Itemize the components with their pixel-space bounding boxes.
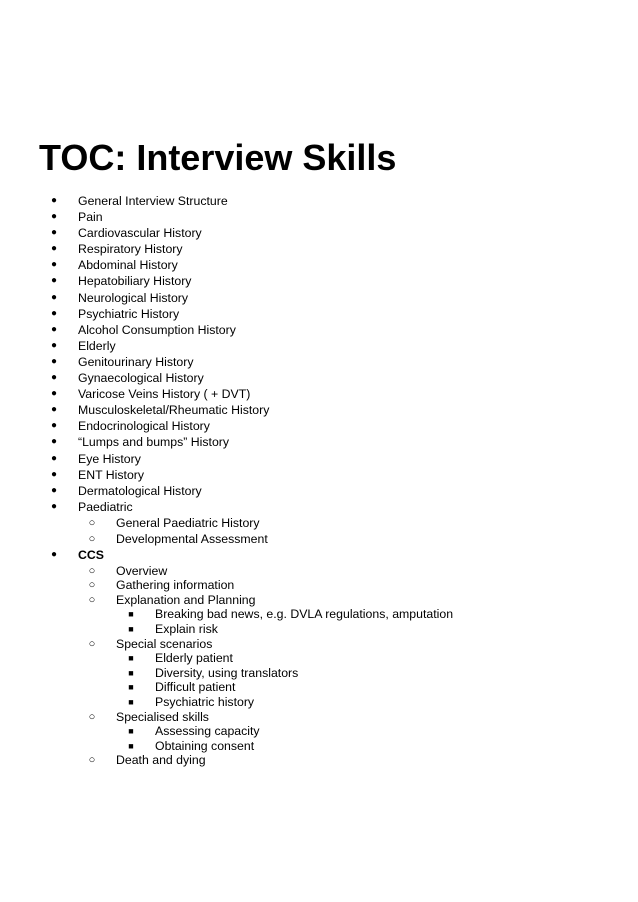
list-item-label: Genitourinary History [78, 354, 194, 369]
bullet-circle-icon: ○ [88, 593, 96, 606]
list-item-label: “Lumps and bumps” History [78, 435, 230, 450]
list-item [0, 370, 638, 386]
bullet-disc-icon: ● [50, 291, 58, 303]
list-item-label: Psychiatric history [155, 694, 255, 709]
list-item [0, 578, 638, 593]
bullet-circle-icon: ○ [88, 516, 96, 529]
list-item-label: ENT History [78, 467, 145, 482]
list-item [0, 680, 638, 695]
bullet-square-icon: ■ [128, 667, 134, 678]
list-item [0, 273, 638, 289]
bullet-square-icon: ■ [128, 682, 134, 693]
bullet-disc-icon: ● [50, 243, 58, 255]
bullet-disc-icon: ● [50, 549, 58, 561]
list-item [0, 241, 638, 257]
list-item [0, 418, 638, 434]
list-item-label: Gathering information [116, 578, 235, 593]
list-item [0, 193, 638, 209]
bullet-disc-icon: ● [50, 420, 58, 432]
bullet-disc-icon: ● [50, 195, 58, 206]
list-item-label: Gynaecological History [78, 371, 204, 386]
list-item-label: CCS [78, 548, 104, 563]
list-item [0, 710, 638, 725]
bullet-disc-icon: ● [50, 452, 58, 464]
page-title: TOC: Interview Skills [39, 137, 397, 178]
list-item-label: Musculoskeletal/Rheumatic History [78, 403, 270, 418]
bullet-square-icon: ■ [128, 623, 134, 634]
bullet-disc-icon: ● [50, 323, 58, 335]
bullet-disc-icon: ● [50, 436, 58, 448]
list-item [0, 695, 638, 710]
list-item [0, 666, 638, 681]
list-item [0, 531, 638, 547]
list-item [0, 515, 638, 531]
list-item-label: Elderly [78, 338, 116, 353]
bullet-square-icon: ■ [128, 696, 134, 707]
bullet-disc-icon: ● [50, 500, 58, 512]
table-of-contents [0, 193, 638, 768]
bullet-circle-icon: ○ [88, 532, 96, 545]
list-item [0, 338, 638, 354]
list-item [0, 753, 638, 768]
list-item [0, 209, 638, 225]
bullet-disc-icon: ● [50, 211, 58, 223]
list-item [0, 290, 638, 306]
bullet-disc-icon: ● [50, 484, 58, 496]
list-item-label: Eye History [78, 451, 141, 466]
list-item [0, 651, 638, 666]
list-item-label: Diversity, using translators [155, 665, 299, 680]
list-item-label: Psychiatric History [78, 306, 180, 321]
list-item [0, 547, 638, 564]
list-item-label: Dermatological History [78, 483, 202, 498]
list-item-label: Alcohol Consumption History [78, 322, 236, 337]
list-item [0, 607, 638, 622]
list-item-label: Varicose Veins History ( + DVT) [78, 387, 251, 402]
bullet-circle-icon: ○ [88, 579, 96, 592]
bullet-circle-icon: ○ [88, 754, 96, 767]
list-item [0, 451, 638, 467]
bullet-square-icon: ■ [128, 653, 134, 664]
list-item [0, 739, 638, 754]
list-item [0, 637, 638, 652]
list-item-label: General Paediatric History [116, 515, 260, 530]
list-item [0, 434, 638, 450]
list-item [0, 225, 638, 241]
list-item [0, 622, 638, 637]
list-item [0, 564, 638, 579]
list-item-label: Difficult patient [155, 680, 236, 695]
bullet-disc-icon: ● [50, 468, 58, 480]
list-item-label: Assessing capacity [155, 724, 260, 739]
list-item [0, 402, 638, 418]
bullet-disc-icon: ● [50, 404, 58, 416]
list-item [0, 499, 638, 515]
bullet-disc-icon: ● [50, 339, 58, 351]
list-item [0, 593, 638, 608]
list-item [0, 306, 638, 322]
bullet-disc-icon: ● [50, 227, 58, 239]
list-item [0, 257, 638, 273]
list-item-label: Neurological History [78, 290, 189, 305]
list-item-label: Overview [116, 563, 168, 578]
bullet-square-icon: ■ [128, 726, 134, 737]
list-item [0, 467, 638, 483]
list-item-label: General Interview Structure [78, 194, 228, 208]
bullet-circle-icon: ○ [88, 710, 96, 723]
list-item [0, 483, 638, 499]
list-item-label: Hepatobiliary History [78, 274, 192, 289]
list-item-label: Elderly patient [155, 651, 233, 666]
bullet-disc-icon: ● [50, 355, 58, 367]
list-item-label: Explain risk [155, 621, 218, 636]
list-item [0, 322, 638, 338]
list-item-label: Explanation and Planning [116, 592, 256, 607]
list-item-label: Developmental Assessment [116, 531, 268, 546]
bullet-disc-icon: ● [50, 259, 58, 271]
list-item-label: Breaking bad news, e.g. DVLA regulations, amputation [155, 607, 454, 622]
bullet-square-icon: ■ [128, 609, 134, 620]
list-item-label: Respiratory History [78, 242, 183, 257]
list-item [0, 724, 638, 739]
bullet-disc-icon: ● [50, 388, 58, 400]
list-item-label: Death and dying [116, 753, 206, 768]
list-item-label: Specialised skills [116, 709, 209, 724]
bullet-square-icon: ■ [128, 740, 134, 751]
bullet-disc-icon: ● [50, 372, 58, 384]
list-item-label: Obtaining consent [155, 738, 255, 753]
bullet-circle-icon: ○ [88, 564, 96, 577]
list-item-label: Paediatric [78, 499, 133, 514]
bullet-disc-icon: ● [50, 307, 58, 319]
list-item [0, 386, 638, 402]
list-item-label: Special scenarios [116, 636, 213, 651]
list-item-label: Abdominal History [78, 258, 178, 273]
list-item-label: Endocrinological History [78, 419, 210, 434]
list-item-label: Cardiovascular History [78, 226, 202, 241]
bullet-circle-icon: ○ [88, 637, 96, 650]
list-item-label: Pain [78, 210, 103, 225]
bullet-disc-icon: ● [50, 275, 58, 287]
list-item [0, 354, 638, 370]
